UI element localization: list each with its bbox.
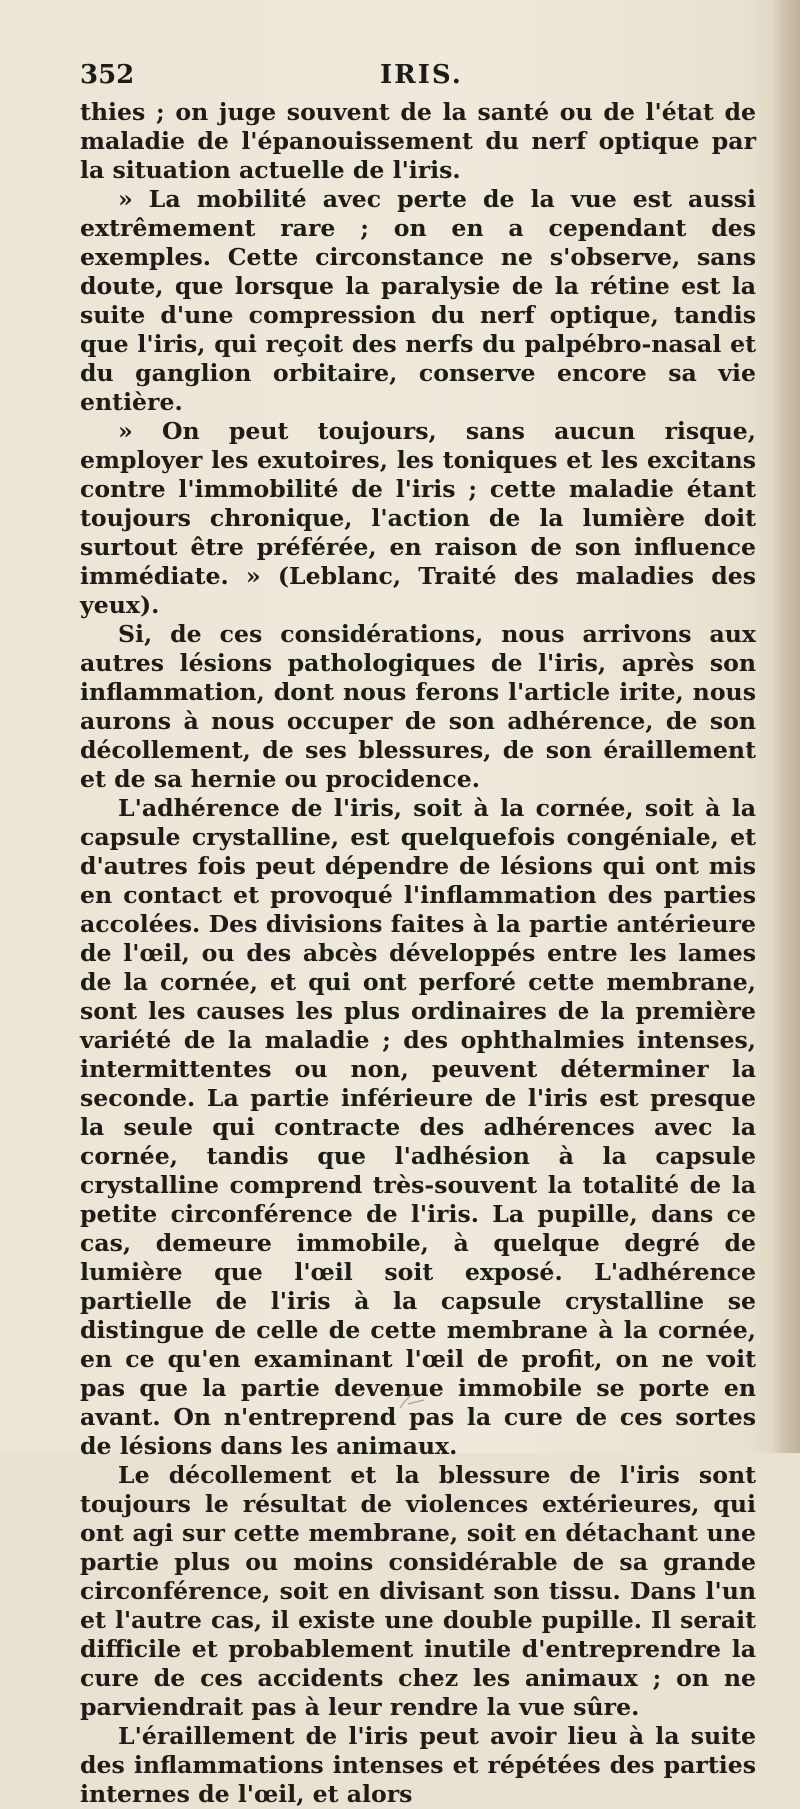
paragraph: L'éraillement de l'iris peut avoir lieu à la suite des inflammations intenses et répétées des parties internes de l'œil, et alors (80, 1722, 756, 1808)
page-body (80, 98, 756, 1809)
paragraph: » La mobilité avec perte de la vue est aussi extrêmement rare ; on en a cependant des exemples. Cette circonstance ne s'observe, sans doute, que lorsque la paralysie de la rétine est la suite d'une compression du nerf optique, tandis que l'iris, qui reçoit des nerfs du palpébro-nasal et du ganglion orbitaire, conserve encore sa vie entière. (80, 185, 756, 416)
page-number: 352 (80, 60, 135, 90)
page-edge (772, 0, 800, 1453)
paragraph: Si, de ces considérations, nous arrivons aux autres lésions pathologiques de l'iris, après son inflammation, dont nous ferons l'article irite, nous aurons à nous occuper de son adhérence, de son décollement, de ses blessures, de son éraillement et de sa hernie ou procidence. (80, 620, 756, 793)
running-title: IRIS. (380, 60, 463, 90)
paragraph: » On peut toujours, sans aucun risque, employer les exutoires, les toniques et les excitans contre l'immobilité de l'iris ; cette maladie étant toujours chronique, l'action de la lumière doit surtout être préférée, en raison de son influence immédiate. » (Leblanc, Traité des maladies des yeux). (80, 417, 756, 619)
paragraph: thies ; on juge souvent de la santé ou de l'état de maladie de l'épanouissement du nerf optique par la situation actuelle de l'iris. (80, 98, 756, 184)
pencil-mark-icon (398, 1390, 428, 1412)
running-header (80, 60, 760, 100)
paragraph: L'adhérence de l'iris, soit à la cornée, soit à la capsule crystalline, est quelquefois congéniale, et d'autres fois peut dépendre de lésions qui ont mis en contact et provoqué l'inflammation des parties accolées. Des divisions faites à la partie antérieure de l'œil, ou des abcès développés entre les lames de la cornée, et qui ont perforé cette membrane, sont les causes les plus ordinaires de la première variété de la maladie ; des ophthalmies intenses, intermittentes ou non, peuvent déterminer la seconde. La partie inférieure de l'iris est presque la seule qui contracte des adhérences avec la cornée, tandis que l'adhésion à la capsule crystalline comprend très-souvent la totalité de la petite circonférence de l'iris. La pupille, dans ce cas, demeure immobile, à quelque degré de lumière que l'œil soit exposé. L'adhérence partielle de l'iris à la capsule crystalline se distingue de celle de cette membrane à la cornée, en ce qu'en examinant l'œil de profit, on ne voit pas que la partie devenue immobile se porte en avant. On n'entreprend pas la cure de ces sortes de lésions dans les animaux. (80, 794, 756, 1460)
paragraph: Le décollement et la blessure de l'iris sont toujours le résultat de violences extérieures, qui ont agi sur cette membrane, soit en détachant une partie plus ou moins considérable de sa grande circonférence, soit en divisant son tissu. Dans l'un et l'autre cas, il existe une double pupille. Il serait difficile et probablement inutile d'entreprendre la cure de ces accidents chez les animaux ; on ne parviendrait pas à leur rendre la vue sûre. (80, 1461, 756, 1721)
pencil-mark (398, 1390, 428, 1417)
